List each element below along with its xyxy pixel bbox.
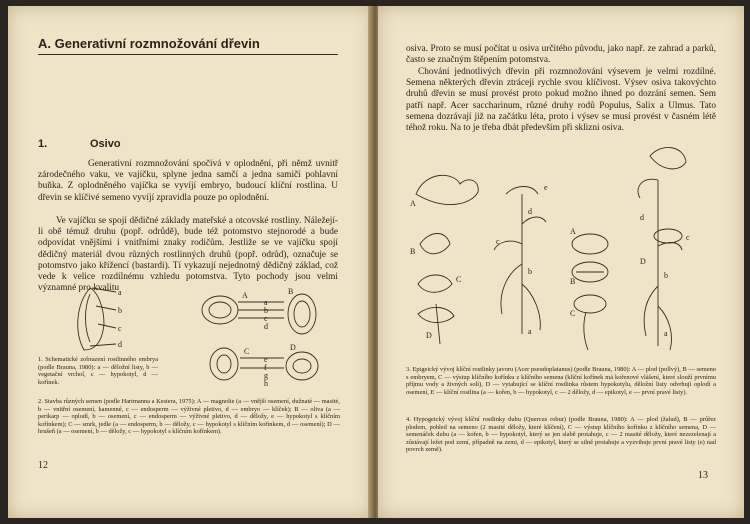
fig2-label-g: g xyxy=(264,371,268,380)
oak-seedling-figure xyxy=(566,136,716,361)
fig2-label-A: A xyxy=(242,291,248,300)
page-number-right: 13 xyxy=(698,470,708,481)
heading-rule xyxy=(38,54,338,55)
caption-1: 1. Schematické zobrazení rostlinného embrya (podle Brauna, 1980): a — děložní listy, b — vegetační vrchol, c — hypokotyl, d — kořínek. xyxy=(38,356,158,386)
fig3-label-A: A xyxy=(410,199,416,208)
fig3-label-B: B xyxy=(410,247,416,256)
embryo-figure xyxy=(68,284,128,354)
fig4-label-B: B xyxy=(570,277,576,286)
seeds-figure xyxy=(198,288,328,388)
page-number-left: 12 xyxy=(38,460,48,471)
book-spread xyxy=(8,6,744,518)
fig3-label-D: D xyxy=(426,331,432,340)
fig4-label-b: b xyxy=(664,271,668,280)
fig3-label-e: e xyxy=(544,183,548,192)
fig2-label-c: c xyxy=(264,314,268,323)
fig3-label-a: a xyxy=(528,327,532,336)
fig1-label-d: d xyxy=(118,340,122,349)
fig2-label-h: h xyxy=(264,379,268,388)
paragraph-4: Chování jednotlivých dřevin při rozmnožování výsevem je velmi rozdílné. Semena některých dřevin ztrácejí rychle svou klíčivost. Výsev osiva takovýchto druhů dřevin se musí provést proto pokud možno ihned po dozrání semen. Sem patří např. Acer saccharinum, různé druhy rodů Populus, Salix a Ulmus. Tato semena dozrávají již na začátku léta, proto i výsev se musí provést v časném létě téhož roku. Na to je třeba dbát především při sklizni osiva. xyxy=(406,67,716,134)
fig4-label-a: a xyxy=(664,329,668,338)
fig2-label-C: C xyxy=(244,347,250,356)
fig2-label-D: D xyxy=(290,343,296,352)
section-number: 1. xyxy=(38,138,48,150)
fig4-label-c: c xyxy=(686,233,690,242)
left-page xyxy=(8,6,372,518)
fig3-label-d: d xyxy=(528,207,532,216)
fig4-label-C: C xyxy=(570,309,576,318)
fig3-label-C: C xyxy=(456,275,462,284)
fig1-label-a: a xyxy=(118,288,122,297)
paragraph-2: Ve vajíčku se spojí dědičné základy mateřské a otcovské rostliny. Náležejí-li obě témuž druhu (popř. odrůdě), bude též potomstvo stejnorodé a bude odpovídat vnějšími i vnitřními znaky rodičům. Jestliže se ve vajíčku spojí dědičný materiál dvou různých rostlinných druhů (popř. odrůd), označuje se potomstvo jako křížencí (bastardi). Tí vykazují nejednotný dědičný základ, což vede k velice rozdílnému vzhledu potomstva. Tyto pochody jsou velmi významné pro kvalitu xyxy=(38,216,338,294)
fig2-label-B: B xyxy=(288,288,294,296)
fig2-label-e: e xyxy=(264,355,268,364)
fig4-label-A: A xyxy=(570,227,576,236)
fig2-label-d: d xyxy=(264,322,268,331)
fig1-label-c: c xyxy=(118,324,122,333)
chapter-heading: A. Generativní rozmnožování dřevin xyxy=(38,36,260,51)
section-title: Osivo xyxy=(90,138,121,150)
paragraph-1: Generativní rozmnožování spočívá v oplodnění, při němž uvnitř zárodečného vaku, ve vajíčku, splyne jedna samčí a jedna samičí pohlavní buňka. Z oplodněného vajíčka se vyvíjí embryo, budoucí klíční rostlina. U dřevin se klíčivé semeno vyvíjí zpravidla pouze po oplodnění. xyxy=(38,159,338,203)
fig3-label-c: c xyxy=(496,237,500,246)
caption-3: 3. Epigeický vývoj klíční rostlinky javoru (Acer pseudoplatanus) (podle Brauna, 1980): A — plod (pollvý), B — semeno s embryem, C — výstup klíčního kořínku z klíčního semena (klíční kořínek má kořenové vlášení, které slouží prvnímu příjmu vody a živných solí), D — vytahující se klíční rostlinka růstem hypokotylu, děložní listy odvrhují oplodí a osemení, E — klíční rostlina (a — kořen, b — hypokotyl, c — 2 děložy, d — epikotyl, e — první pravé listy). xyxy=(406,366,716,396)
fig2-label-b: b xyxy=(264,306,268,315)
fig2-label-f: f xyxy=(264,363,267,372)
paragraph-3: osiva. Proto se musí počítat u osiva určitého původu, jako např. ze zahrad a parků, často se značným štěpením potomstva. xyxy=(406,44,716,66)
fig4-label-d: d xyxy=(640,213,644,222)
fig4-label-D: D xyxy=(640,257,646,266)
maple-seedling-figure xyxy=(406,154,556,354)
fig1-label-b: b xyxy=(118,306,122,315)
caption-2: 2. Stavba různých semen (podle Hartmanna a Kestera, 1975): A — magnolie (a — vnější osemení, dužnaté — masité, b — vnitřní osemení, kamenné, c — endosperm — výživné pletivo, d — embryo — klíček); B — oliva (a — perikarp — oplodí, b — osemení, c — endosperm — výživné pletivo, d — děložy, e — hypokotyl s klíčním kořínkem); C — smrk, jedle (a — endosperm, b — děložy, c — hypokotyl s klíčním kořínkem, d — osemení); D — hrušeň (a — osemení, b — děložy, c — hypokotyl s klíčním kořínkem). xyxy=(38,398,340,436)
fig3-label-b: b xyxy=(528,267,532,276)
right-page xyxy=(378,6,744,518)
fig2-label-a: a xyxy=(264,298,268,307)
caption-4: 4. Hypogeický vývoj klíční rostlinky dubu (Quercus robur) (podle Brauna, 1980): A — plod (žalud), B — průřez plodem, pohled na semeno (2 masité děložy, které klíčení), C — výstup klíčního kořínku z klíčního semena, D — semenáček dubu (a — kořen, b — hypokotyl, který se jen slabě protahuje, c — 2 masité děložy, které nezezelenají a zůstávají ležet pod zemí, případně na zemi, d — epikotyl, který se silně protahuje a vyzvihuje první pravé listy (e) nad povrch země). xyxy=(406,416,716,454)
